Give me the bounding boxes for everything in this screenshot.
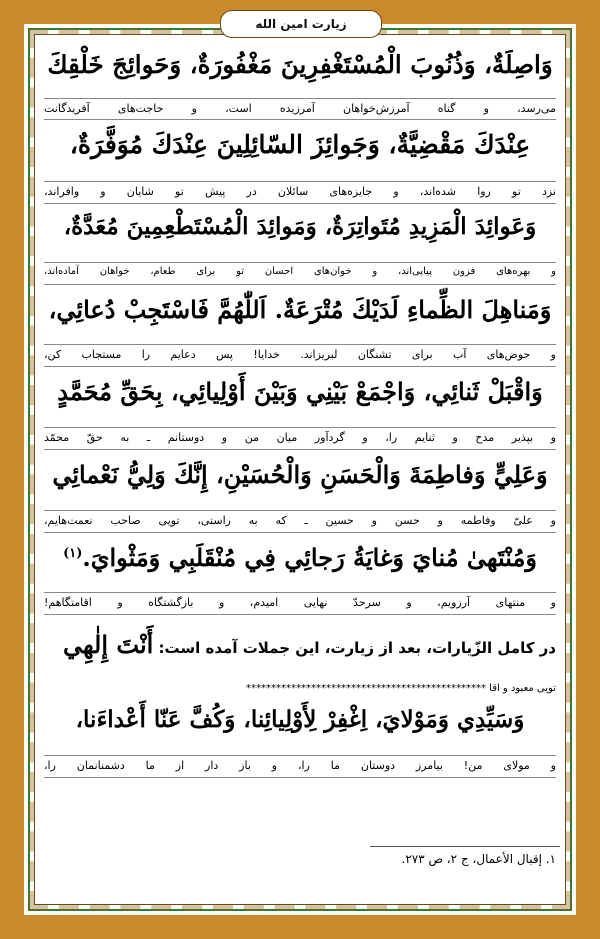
divider — [44, 366, 556, 367]
footnote-marker: (۱) — [63, 546, 83, 561]
arabic-final-line: وَسَيِّدِي وَمَوْلايَ، اِغْفِرْ لِأَوْلِيائِنا، وَكُفَّ عَنّا أَعْداءَنا، — [75, 706, 525, 733]
divider — [44, 614, 556, 615]
divider — [44, 510, 556, 511]
footnote: ۱. إقبال الأعمال، ج ۲، ص ۲۷۳. — [401, 852, 556, 866]
translation-line-7: و منتهای آرزویم، و سرحدّ نهایی امیدم، و بازگشتگاه و اقامتگاهم! — [44, 596, 556, 609]
note-text: در کامل الزّیارات، بعد از زیارت، این جملات آمده است: — [158, 639, 556, 657]
divider — [44, 119, 556, 120]
translation-line-1: می‌رسد، و گناه آمرزش‌خواهان آمرزیده است، و حاجت‌های آفریدگانت — [44, 102, 556, 115]
arabic-line-6: وَعَلِيٍّ وَفاطِمَةَ وَالْحَسَنِ وَالْحُسَيْنِ، إِنَّكَ وَلِيُّ نَعْمائِي — [52, 460, 548, 489]
arabic-line-3: وَعَوائِدَ الْمَزِيدِ مُتَواتِرَةٌ، وَمَوائِدَ الْمُسْتَطْعِمِينَ مُعَدَّةٌ، — [63, 213, 537, 240]
divider — [44, 449, 556, 450]
divider — [44, 284, 556, 285]
divider — [44, 344, 556, 345]
footnote-rule — [370, 846, 560, 847]
divider — [44, 203, 556, 204]
page-title: زیارت امین الله — [220, 10, 382, 38]
star-line-text: تویی معبود و آقا — [489, 683, 556, 694]
translation-line-4: و حوض‌های آب برای تشنگان لبریزاند. خدایا! پس دعایم را مستجاب کن، — [44, 348, 556, 361]
translation-line-5: و بپذیر مدح و ثنایم را، و گردآور میان من و دوستانم ـ به حقّ محمّد — [44, 431, 556, 444]
kamil-ziyarat-note — [44, 630, 556, 659]
translation-line-3: و بهره‌های فزون پیاپی‌اند، و خوان‌های احسان تو برای طعام، خواهان آماده‌اند، — [44, 266, 556, 277]
note-arabic: أَنْتَ إِلٰهِي — [62, 630, 154, 659]
divider — [44, 427, 556, 428]
divider — [44, 532, 556, 533]
arabic-line-2: عِنْدَكَ مَقْضِيَّةٌ، وَجَوائِزَ السّائِلِينَ عِنْدَكَ مُوَفَّرَةٌ، — [69, 130, 531, 159]
divider — [44, 592, 556, 593]
arabic-line-5: وَاقْبَلْ ثَنائِي، وَاجْمَعْ بَيْنِي وَبَيْنَ أَوْلِيائِي، بِحَقِّ مُحَمَّدٍ — [57, 377, 543, 406]
star-line-stars: ************************************************ — [245, 683, 486, 694]
divider — [44, 777, 556, 778]
divider — [44, 181, 556, 182]
arabic-line-7 — [44, 543, 556, 572]
star-line — [44, 683, 556, 694]
divider — [44, 755, 556, 756]
divider — [44, 262, 556, 263]
arabic-line-7-text: وَمُنْتَهىٰ مُنايَ وَغايَةُ رَجائِي فِي مُنْقَلَبِي وَمَثْوايَ. — [82, 543, 537, 572]
divider — [44, 98, 556, 99]
arabic-line-4: وَمَناهِلَ الظِّماءِ لَدَيْكَ مُتْرَعَةٌ. اَللّٰهُمَّ فَاسْتَجِبْ دُعائِي، — [48, 295, 552, 324]
translation-line-2: نزد تو روا شده‌اند، و جایزه‌های سائلان در پیش تو شایان و وافراند، — [44, 185, 556, 198]
translation-line-6: و علیّ وفاطمه و حسن و حسین ـ که به راستی، تویی صاحب نعمت‌هایم، — [44, 514, 556, 527]
arabic-line-1: وَاصِلَةٌ، وَذُنُوبَ الْمُسْتَغْفِرِينَ مَغْفُورَةٌ، وَحَوائِجَ خَلْقِكَ — [47, 50, 553, 79]
translation-final-line: و مولای من! بیامرز دوستان ما را، و باز دار از ما دشمنانمان را، — [44, 759, 556, 772]
